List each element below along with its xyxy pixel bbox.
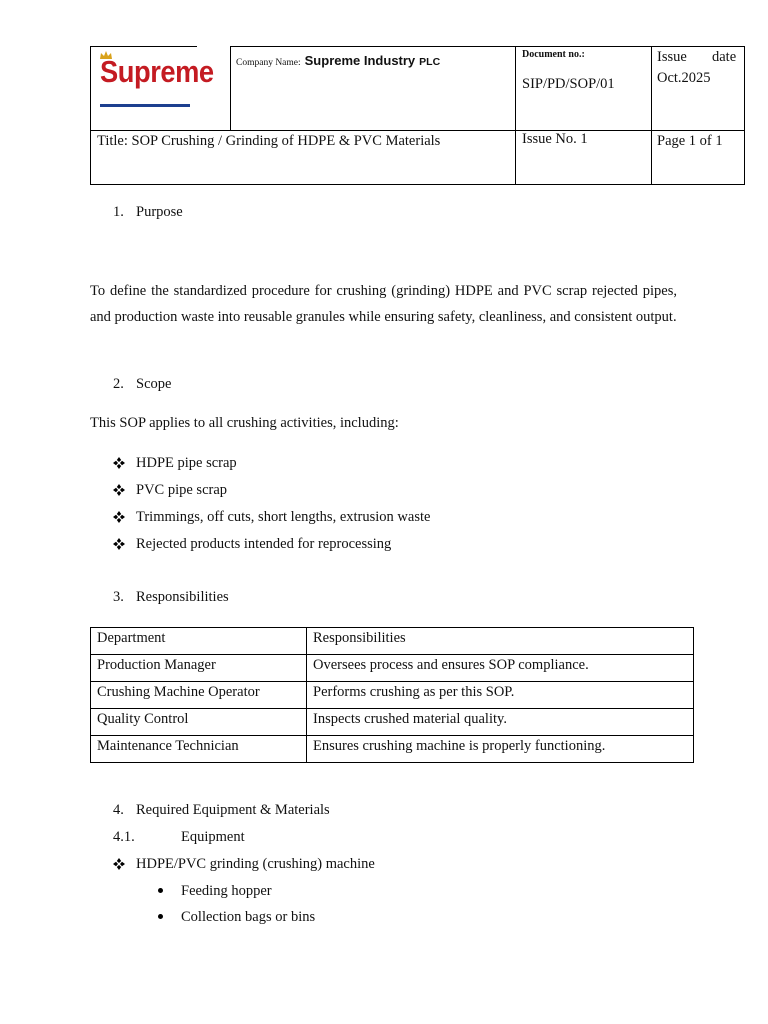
- issue-date: Oct.2025: [657, 70, 711, 86]
- header-left-border: [90, 46, 91, 185]
- logo-text: Supreme: [100, 54, 214, 89]
- purpose-paragraph: To define the standardized procedure for crushing (grinding) HDPE and PVC scrap rejected pipes, and production waste into reusable granules while ensuring safety, cleanliness, and consistent output.: [90, 283, 677, 326]
- header-middle-border: [90, 130, 744, 131]
- section-number-purpose: 1.: [113, 204, 124, 220]
- four-diamond-bullet-icon: [113, 457, 125, 469]
- table-cell-responsibility: Inspects crushed material quality.: [307, 709, 694, 736]
- scope-intro: This SOP applies to all crushing activities, including:: [90, 415, 399, 431]
- issue-date-label-word1: Issue: [657, 49, 687, 65]
- header-divider-3: [651, 46, 652, 185]
- header-top-border-left: [90, 46, 197, 47]
- four-diamond-bullet-icon: [113, 511, 125, 523]
- header-bottom-border: [90, 184, 745, 185]
- table-header-row: [91, 628, 694, 655]
- section-heading-equipment: Required Equipment & Materials: [136, 802, 330, 818]
- table-row: [91, 709, 694, 736]
- table-cell-department: Crushing Machine Operator: [91, 682, 307, 709]
- section-number-responsibilities: 3.: [113, 589, 124, 605]
- company-name-label: Company Name:: [236, 58, 301, 68]
- table-row: [91, 655, 694, 682]
- table-cell-department: Production Manager: [91, 655, 307, 682]
- four-diamond-bullet-icon: [113, 858, 125, 870]
- header-top-border-right: [230, 46, 744, 47]
- page-number: Page 1 of 1: [657, 133, 723, 149]
- table-header-cell: Responsibilities: [307, 628, 694, 655]
- equipment-main-item: HDPE/PVC grinding (crushing) machine: [136, 856, 375, 872]
- issue-date-label-word2: date: [712, 49, 737, 65]
- table-row: [91, 682, 694, 709]
- scope-item-text: PVC pipe scrap: [136, 482, 228, 498]
- equipment-sub-item-text: Collection bags or bins: [181, 909, 316, 925]
- table-cell-responsibility: Performs crushing as per this SOP.: [307, 682, 694, 709]
- four-diamond-bullet-icon: [113, 484, 125, 496]
- table-cell-department: Quality Control: [91, 709, 307, 736]
- logo-underline: [100, 104, 190, 107]
- section-heading-purpose: Purpose: [136, 204, 183, 220]
- subsection-heading-equipment: Equipment: [181, 829, 245, 845]
- subsection-number-equipment: 4.1.: [113, 829, 135, 845]
- section-heading-responsibilities: Responsibilities: [136, 589, 229, 605]
- document-header-table: [90, 46, 744, 184]
- scope-item-text: Trimmings, off cuts, short lengths, extrusion waste: [136, 509, 431, 525]
- header-right-border: [744, 46, 745, 185]
- section-heading-scope: Scope: [136, 376, 172, 392]
- document-no-label: Document no.:: [522, 49, 585, 60]
- section-number-scope: 2.: [113, 376, 124, 392]
- company-name-cell: [236, 52, 440, 70]
- table-cell-responsibility: Ensures crushing machine is properly functioning.: [307, 736, 694, 763]
- responsibilities-table: [90, 627, 694, 763]
- table-row: [91, 736, 694, 763]
- filled-dot-bullet-icon: [158, 914, 163, 919]
- company-suffix: PLC: [419, 56, 441, 68]
- table-cell-responsibility: Oversees process and ensures SOP compliance.: [307, 655, 694, 682]
- table-cell-department: Maintenance Technician: [91, 736, 307, 763]
- document-title: Title: SOP Crushing / Grinding of HDPE & PVC Materials: [97, 133, 441, 149]
- document-no: SIP/PD/SOP/01: [522, 76, 615, 92]
- four-diamond-bullet-icon: [113, 538, 125, 550]
- issue-number: Issue No. 1: [522, 131, 588, 147]
- section-number-equipment: 4.: [113, 802, 124, 818]
- filled-dot-bullet-icon: [158, 888, 163, 893]
- scope-item-text: Rejected products intended for reprocessing: [136, 536, 392, 552]
- header-divider-2: [515, 46, 516, 185]
- table-header-cell: Department: [91, 628, 307, 655]
- equipment-sub-item-text: Feeding hopper: [181, 883, 272, 899]
- header-divider-1: [230, 46, 231, 131]
- scope-item-text: HDPE pipe scrap: [136, 455, 237, 471]
- company-name: Supreme Industry: [304, 53, 416, 68]
